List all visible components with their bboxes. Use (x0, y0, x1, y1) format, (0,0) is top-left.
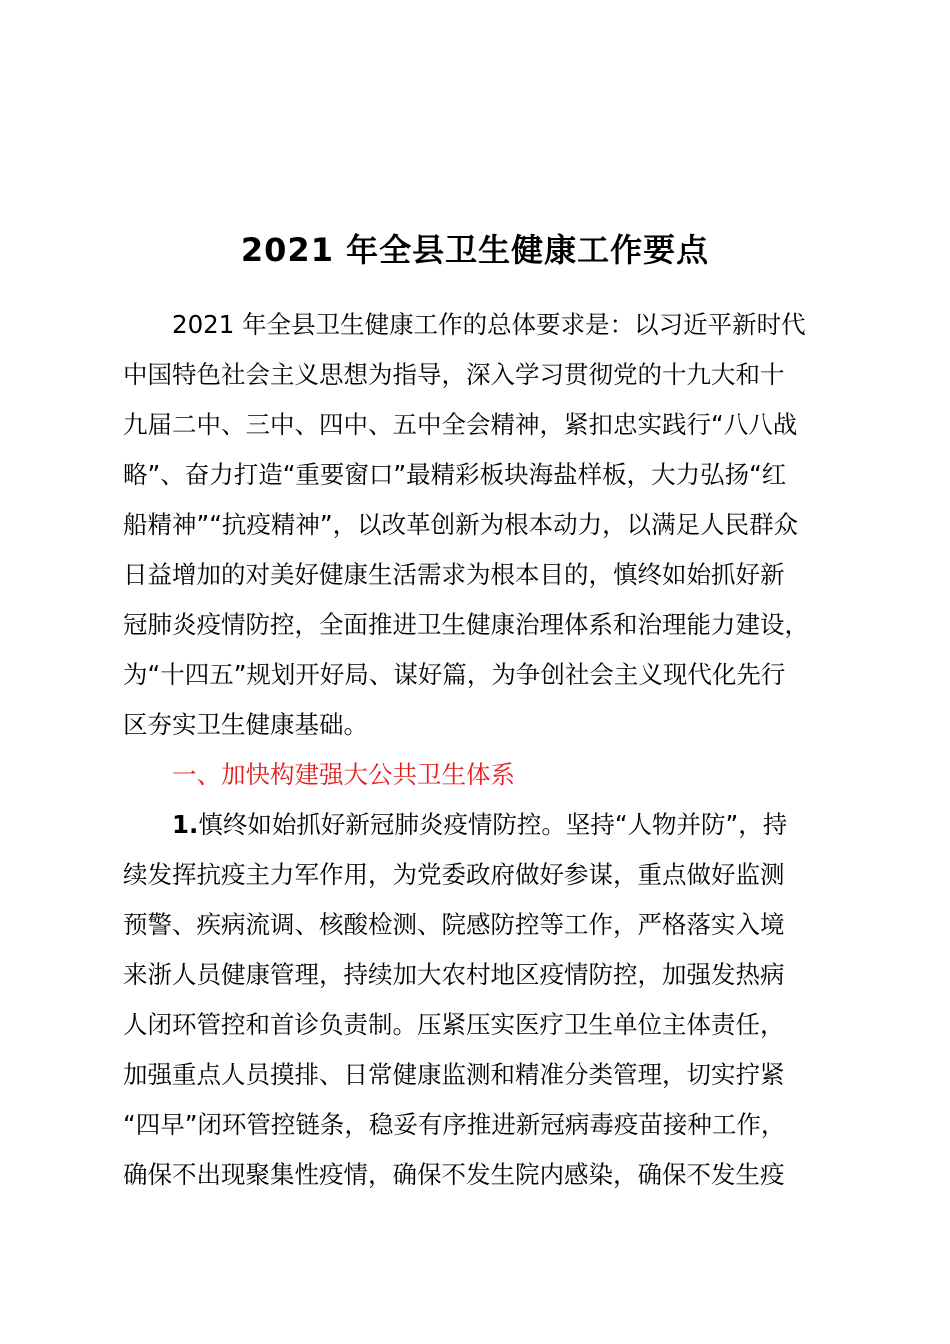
intro-line-7: 冠肺炎疫情防控，全面推进卫生健康治理体系和治理能力建设， (123, 610, 809, 639)
document-body (123, 300, 843, 1200)
item1-first-line (123, 800, 843, 850)
item1-line-3: 预警、疾病流调、核酸检测、院感防控等工作，严格落实入境 (123, 910, 785, 939)
intro-line-5: 船精神”“抗疫精神”，以改革创新为根本动力，以满足人民群众 (123, 510, 799, 539)
intro-line-6: 日益增加的对美好健康生活需求为根本目的，慎终如始抓好新 (123, 560, 785, 589)
intro-line-2: 中国特色社会主义思想为指导，深入学习贯彻党的十九大和十 (123, 360, 785, 389)
item1-line-8: 确保不出现聚集性疫情，确保不发生院内感染，确保不发生疫 (123, 1160, 785, 1189)
document-title: 2021 年全县卫生健康工作要点 (240, 231, 710, 269)
intro-line-1: 2021 年全县卫生健康工作的总体要求是：以习近平新时代 (123, 310, 806, 339)
item1-first-line-text: 慎终如始抓好新冠肺炎疫情防控。坚持“人物并防”，持 (198, 810, 788, 839)
intro-line-3: 九届二中、三中、四中、五中全会精神，紧扣忠实践行“八八战 (123, 410, 798, 439)
item1-line-7: “四早”闭环管控链条，稳妥有序推进新冠病毒疫苗接种工作， (123, 1110, 786, 1139)
section-heading: 一、加快构建强大公共卫生体系 (123, 760, 515, 789)
item1-line-5: 人闭环管控和首诊负责制。压紧压实医疗卫生单位主体责任， (123, 1010, 785, 1039)
item1-line-4: 来浙人员健康管理，持续加大农村地区疫情防控，加强发热病 (123, 960, 785, 989)
item1-line-2: 续发挥抗疫主力军作用，为党委政府做好参谋，重点做好监测 (123, 860, 785, 889)
intro-line-9: 区夯实卫生健康基础。 (123, 710, 368, 739)
item1-number: 1. (123, 810, 199, 839)
intro-line-4: 略”、奋力打造“重要窗口”最精彩板块海盐样板，大力弘扬“红 (123, 460, 787, 489)
intro-line-8: 为“十四五”规划开好局、谋好篇，为争创社会主义现代化先行 (123, 660, 786, 689)
item1-line-6: 加强重点人员摸排、日常健康监测和精准分类管理，切实拧紧 (123, 1060, 785, 1089)
